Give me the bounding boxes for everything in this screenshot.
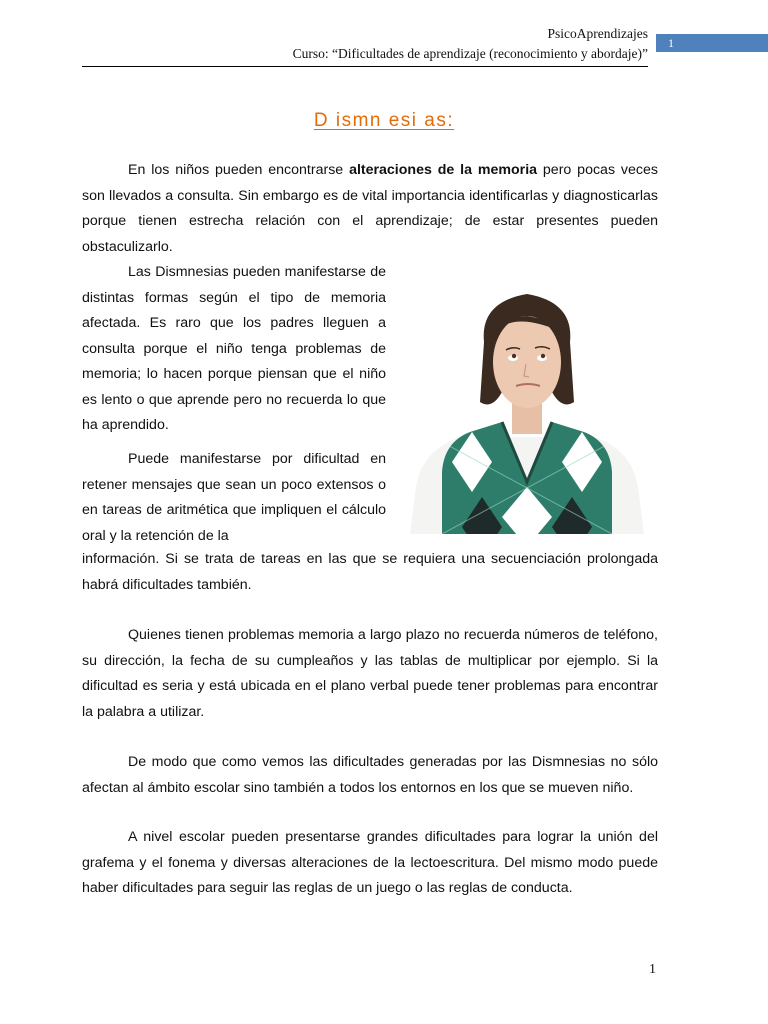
header-course-title: Curso: “Dificultades de aprendizaje (reconocimiento y abordaje)” — [292, 46, 648, 61]
paragraph-retention-start: Puede manifestarse por dificultad en retener mensajes que sean un poco extensos o en tareas de aritmética que impliquen el cálculo oral y la retención de la — [82, 451, 386, 544]
paragraph-school-level: A nivel escolar pueden presentarse grandes dificultades para lograr la unión del grafema y el fonema y diversas alteraciones de la lectoescritura. Del mismo modo puede haber dificultades para seguir las reglas de un juego o las reglas de conducta. — [82, 829, 658, 896]
document-title: D ismn esi as: — [313, 110, 455, 131]
intro-bold-phrase: alteraciones de la memoria — [349, 162, 538, 178]
header-rule — [82, 66, 648, 67]
paragraph-long-term-memory: Quienes tienen problemas memoria a largo plazo no recuerda números de teléfono, su dirección, la fecha de su cumpleaños y las tablas de multiplicar por ejemplo. Si la dificultad es seria y está ubicada en el plano verbal puede tener problemas para encontrar la palabra a utilizar. — [82, 627, 658, 720]
page-header — [293, 24, 648, 64]
paragraph-effects: De modo que como vemos las dificultades generadas por las Dismnesias no sólo afectan al ámbito escolar sino también a todos los entornos en los que se mueven niño. — [82, 754, 658, 796]
header-site-name: PsicoAprendizajes — [547, 26, 648, 41]
page-number: 1 — [649, 962, 656, 977]
girl-thinking-photo — [402, 282, 652, 534]
paragraph-retention-end: información. Si se trata de tareas en las que se requiera una secuenciación prolongada habrá dificultades también. — [82, 551, 658, 593]
paragraph-intro — [82, 158, 658, 260]
intro-text-start: En los niños pueden encontrarse — [128, 162, 350, 178]
intro-text-end: pero pocas veces son llevados a consulta. Sin embargo es de vital importancia identificarlas y diagnosticarlas porque tienen estrecha relación con el aprendizaje; de estar presentes pueden obstaculizarlo. — [82, 162, 658, 255]
paragraph-forms: Las Dismnesias pueden manifestarse de distintas formas según el tipo de memoria afectada. Es raro que los padres lleguen a consulta porque el niño tenga problemas de memoria; lo hacen porque piensan que el niño es lento o que aprende pero no recuerda lo que ha aprendido. — [82, 264, 386, 433]
header-page-tab: 1 — [656, 34, 768, 52]
